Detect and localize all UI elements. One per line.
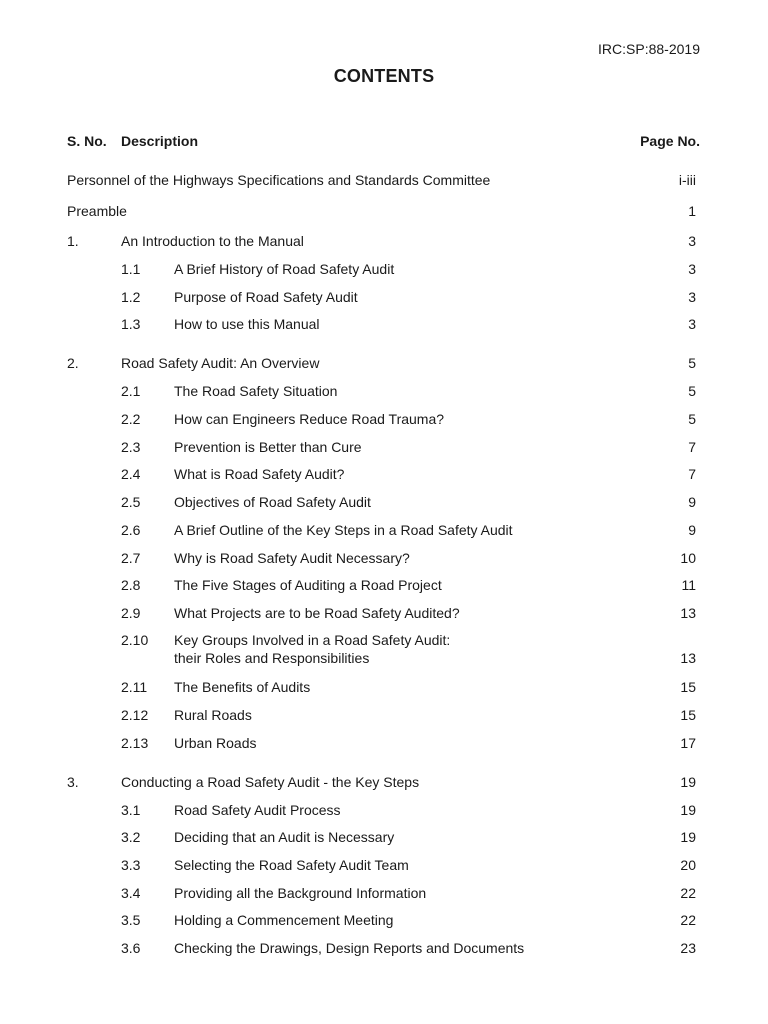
toc-page: 15 bbox=[680, 679, 696, 695]
toc-page: 19 bbox=[680, 802, 696, 818]
toc-page: 3 bbox=[688, 316, 696, 332]
toc-number: 2.2 bbox=[121, 411, 141, 427]
toc-number: 1.3 bbox=[121, 316, 141, 332]
toc-description: A Brief Outline of the Key Steps in a Road Safety Audit bbox=[174, 522, 513, 538]
toc-number: 3.5 bbox=[121, 912, 141, 928]
toc-description: The Benefits of Audits bbox=[174, 679, 311, 695]
toc-description: Road Safety Audit Process bbox=[174, 802, 341, 818]
toc-section bbox=[67, 575, 700, 595]
toc-section bbox=[67, 409, 700, 429]
toc-section bbox=[67, 677, 700, 697]
toc-page: 13 bbox=[680, 605, 696, 621]
toc-section bbox=[67, 883, 700, 903]
toc-page: 3 bbox=[688, 261, 696, 277]
toc-page: 3 bbox=[688, 289, 696, 305]
toc-page: 17 bbox=[680, 735, 696, 751]
toc-number: 3.3 bbox=[121, 857, 141, 873]
toc-number: 2.6 bbox=[121, 522, 141, 538]
column-page: Page No. bbox=[640, 133, 700, 149]
toc-chapter bbox=[67, 353, 700, 373]
toc-page: 1 bbox=[688, 203, 696, 219]
toc-description-line1: Key Groups Involved in a Road Safety Audit: bbox=[174, 632, 451, 648]
toc-page: 9 bbox=[688, 522, 696, 538]
toc-page: 7 bbox=[688, 466, 696, 482]
toc-section bbox=[67, 548, 700, 568]
toc-number: 3.4 bbox=[121, 885, 141, 901]
toc-number: 3. bbox=[67, 774, 79, 790]
toc-page: 22 bbox=[680, 912, 696, 928]
toc-page: 15 bbox=[680, 707, 696, 723]
toc-number: 2.9 bbox=[121, 605, 141, 621]
toc-section bbox=[67, 910, 700, 930]
toc-page: 13 bbox=[680, 650, 696, 666]
toc-description: Rural Roads bbox=[174, 707, 252, 723]
toc-description: Prevention is Better than Cure bbox=[174, 439, 362, 455]
toc-description: Holding a Commencement Meeting bbox=[174, 912, 394, 928]
column-sno: S. No. bbox=[67, 133, 107, 149]
toc-page: 9 bbox=[688, 494, 696, 510]
toc-section bbox=[67, 314, 700, 334]
toc-description: Road Safety Audit: An Overview bbox=[121, 355, 320, 371]
toc-description: Why is Road Safety Audit Necessary? bbox=[174, 550, 410, 566]
toc-page: 5 bbox=[688, 355, 696, 371]
toc-chapter bbox=[67, 231, 700, 251]
toc-description: Conducting a Road Safety Audit - the Key Steps bbox=[121, 774, 420, 790]
toc-number: 2.5 bbox=[121, 494, 141, 510]
toc-section bbox=[67, 437, 700, 457]
page-title: CONTENTS bbox=[333, 66, 435, 86]
column-headers bbox=[67, 131, 700, 151]
toc-section bbox=[67, 630, 700, 670]
toc-page: 19 bbox=[680, 829, 696, 845]
toc-section bbox=[67, 938, 700, 958]
toc-section bbox=[67, 259, 700, 279]
toc-number: 1.1 bbox=[121, 261, 141, 277]
toc-number: 1.2 bbox=[121, 289, 141, 305]
toc-number: 2.10 bbox=[121, 632, 149, 648]
toc-description: How to use this Manual bbox=[174, 316, 320, 332]
toc-page: 5 bbox=[688, 383, 696, 399]
toc-section bbox=[67, 733, 700, 753]
toc-description: How can Engineers Reduce Road Trauma? bbox=[174, 411, 445, 427]
toc-description: What is Road Safety Audit? bbox=[174, 466, 345, 482]
toc-number: 2.11 bbox=[121, 679, 148, 695]
toc-description: Urban Roads bbox=[174, 735, 257, 751]
toc-number: 2.13 bbox=[121, 735, 149, 751]
toc-number: 1. bbox=[67, 233, 79, 249]
toc-page: 3 bbox=[688, 233, 696, 249]
toc-number: 3.6 bbox=[121, 940, 141, 956]
toc-description: The Five Stages of Auditing a Road Project bbox=[174, 577, 442, 593]
toc-description: Deciding that an Audit is Necessary bbox=[174, 829, 395, 845]
toc-description: Checking the Drawings, Design Reports and Documents bbox=[174, 940, 525, 956]
toc-page: 5 bbox=[688, 411, 696, 427]
toc-page: i-iii bbox=[678, 172, 696, 188]
toc-section bbox=[67, 855, 700, 875]
toc-page: 11 bbox=[681, 577, 696, 593]
toc-number: 2.8 bbox=[121, 577, 141, 593]
toc-section bbox=[67, 287, 700, 307]
toc-description: An Introduction to the Manual bbox=[121, 233, 304, 249]
toc-number: 2.3 bbox=[121, 439, 141, 455]
toc-description: Objectives of Road Safety Audit bbox=[174, 494, 371, 510]
toc-page: 20 bbox=[680, 857, 696, 873]
toc-number: 2.12 bbox=[121, 707, 149, 723]
toc-description bbox=[174, 631, 450, 667]
toc-description: A Brief History of Road Safety Audit bbox=[174, 261, 395, 277]
column-description: Description bbox=[121, 133, 199, 149]
toc-section bbox=[67, 603, 700, 623]
toc-chapter bbox=[67, 772, 700, 792]
toc-number: 3.1 bbox=[121, 802, 141, 818]
toc-description: Selecting the Road Safety Audit Team bbox=[174, 857, 409, 873]
document-code: IRC:SP:88-2019 bbox=[598, 41, 700, 57]
toc-entry bbox=[67, 170, 700, 190]
toc-number: 3.2 bbox=[121, 829, 141, 845]
toc-section bbox=[67, 381, 700, 401]
toc-number: 2.1 bbox=[121, 383, 141, 399]
toc-description: Personnel of the Highways Specifications and Standards Committee bbox=[67, 172, 491, 188]
toc-section bbox=[67, 800, 700, 820]
toc-description: Preamble bbox=[67, 203, 127, 219]
toc-page: 10 bbox=[680, 550, 696, 566]
toc-page: 7 bbox=[688, 439, 696, 455]
toc-section bbox=[67, 827, 700, 847]
toc-entry bbox=[67, 201, 700, 221]
toc-section bbox=[67, 520, 700, 540]
toc-description: Providing all the Background Information bbox=[174, 885, 427, 901]
toc-number: 2. bbox=[67, 355, 79, 371]
toc-description: What Projects are to be Road Safety Audited? bbox=[174, 605, 460, 621]
toc-page: 19 bbox=[680, 774, 696, 790]
toc-section bbox=[67, 705, 700, 725]
toc-number: 2.4 bbox=[121, 466, 141, 482]
toc-number: 2.7 bbox=[121, 550, 141, 566]
toc-description: The Road Safety Situation bbox=[174, 383, 338, 399]
toc-description: Purpose of Road Safety Audit bbox=[174, 289, 358, 305]
toc-section bbox=[67, 492, 700, 512]
toc-description-line2: their Roles and Responsibilities bbox=[174, 650, 370, 666]
toc-page: 22 bbox=[680, 885, 696, 901]
toc-section bbox=[67, 464, 700, 484]
toc-page: 23 bbox=[680, 940, 696, 956]
